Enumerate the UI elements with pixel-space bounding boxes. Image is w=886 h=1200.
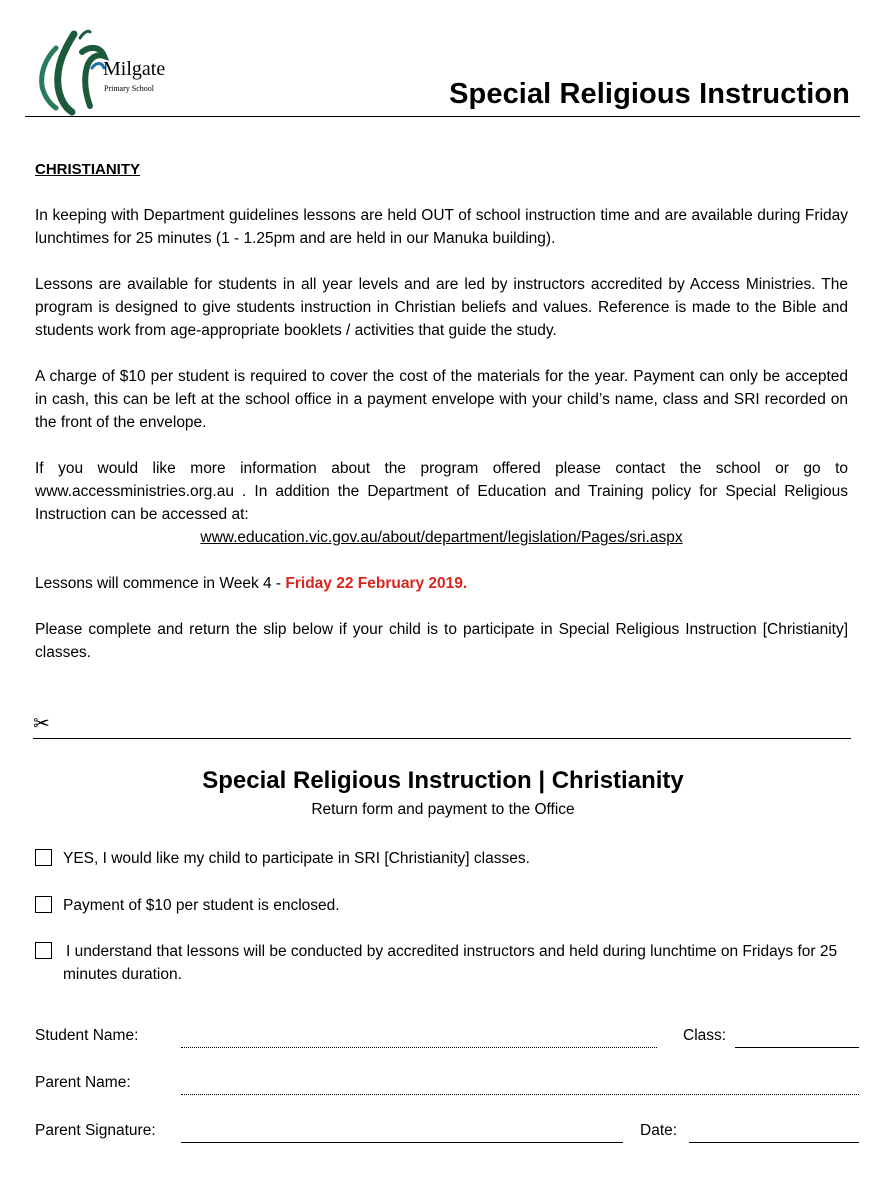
logo-name: Milgate (103, 58, 166, 80)
document-title: Special Religious Instruction (449, 78, 850, 110)
understand-checkbox[interactable] (35, 942, 52, 959)
scissors-icon: ✂ (33, 713, 50, 735)
header-divider (25, 116, 860, 117)
student-name-field[interactable] (181, 1047, 657, 1048)
parent-name-field[interactable] (181, 1094, 859, 1095)
date-field[interactable] (689, 1142, 859, 1143)
commence-prefix: Lessons will commence in Week 4 - (35, 575, 286, 592)
paragraph-commence (35, 572, 848, 595)
paragraph-charge: A charge of $10 per student is required to cover the cost of the materials for the year. Payment can only be accepted in cash, this can be left at the school office in a payment envelope with your child’s name, class and SRI recorded on the front of the envelope. (35, 368, 848, 431)
parent-signature-label: Parent Signature: (35, 1122, 156, 1139)
checkbox-label: I understand that lessons will be conducted by accredited instructors and held during lunchtime on Fridays for 25 minutes duration. (63, 943, 838, 983)
section-heading: CHRISTIANITY (35, 161, 140, 178)
checkbox-row-participate (35, 847, 845, 870)
payment-checkbox[interactable] (35, 896, 52, 913)
slip-title: Special Religious Instruction | Christianity (202, 767, 684, 794)
paragraph-schedule: In keeping with Department guidelines lessons are held OUT of school instruction time and are available during Friday lunchtimes for 25 minutes (1 - 1.25pm and are held in our Manuka building). (35, 207, 848, 247)
student-name-label: Student Name: (35, 1027, 139, 1044)
paragraph-return-slip: Please complete and return the slip below if your child is to participate in Special Religious Instruction [Christianity] classes. (35, 621, 848, 661)
checkbox-label: YES, I would like my child to participate in SRI [Christianity] classes. (63, 850, 530, 867)
parent-signature-field[interactable] (181, 1142, 623, 1143)
cut-line (33, 738, 851, 739)
paragraph-information: If you would like more information about the program offered please contact the school or go to www.accessministries.org.au . In addition the Department of Education and Training policy for Special Religious Instruction can be accessed at: (35, 460, 848, 523)
checkbox-row-understand (35, 940, 845, 986)
checkbox-label: Payment of $10 per student is enclosed. (63, 897, 340, 914)
class-field[interactable] (735, 1047, 859, 1048)
policy-link[interactable]: www.education.vic.gov.au/about/department/legislation/Pages/sri.aspx (200, 529, 683, 546)
paragraph-program: Lessons are available for students in all year levels and are led by instructors accredited by Access Ministries. The program is designed to give students instruction in Christian beliefs and values. Reference is made to the Bible and students work from age-appropriate booklets / activities that guide the study. (35, 276, 848, 339)
parent-name-label: Parent Name: (35, 1074, 131, 1091)
date-label: Date: (640, 1122, 678, 1139)
commence-date: Friday 22 February 2019. (285, 575, 468, 592)
body-content (35, 158, 848, 687)
class-label: Class: (683, 1027, 727, 1044)
logo-subtitle: Primary School (104, 84, 154, 93)
slip-subtitle: Return form and payment to the Office (311, 801, 575, 818)
checkbox-row-payment (35, 894, 845, 917)
participate-checkbox[interactable] (35, 849, 52, 866)
